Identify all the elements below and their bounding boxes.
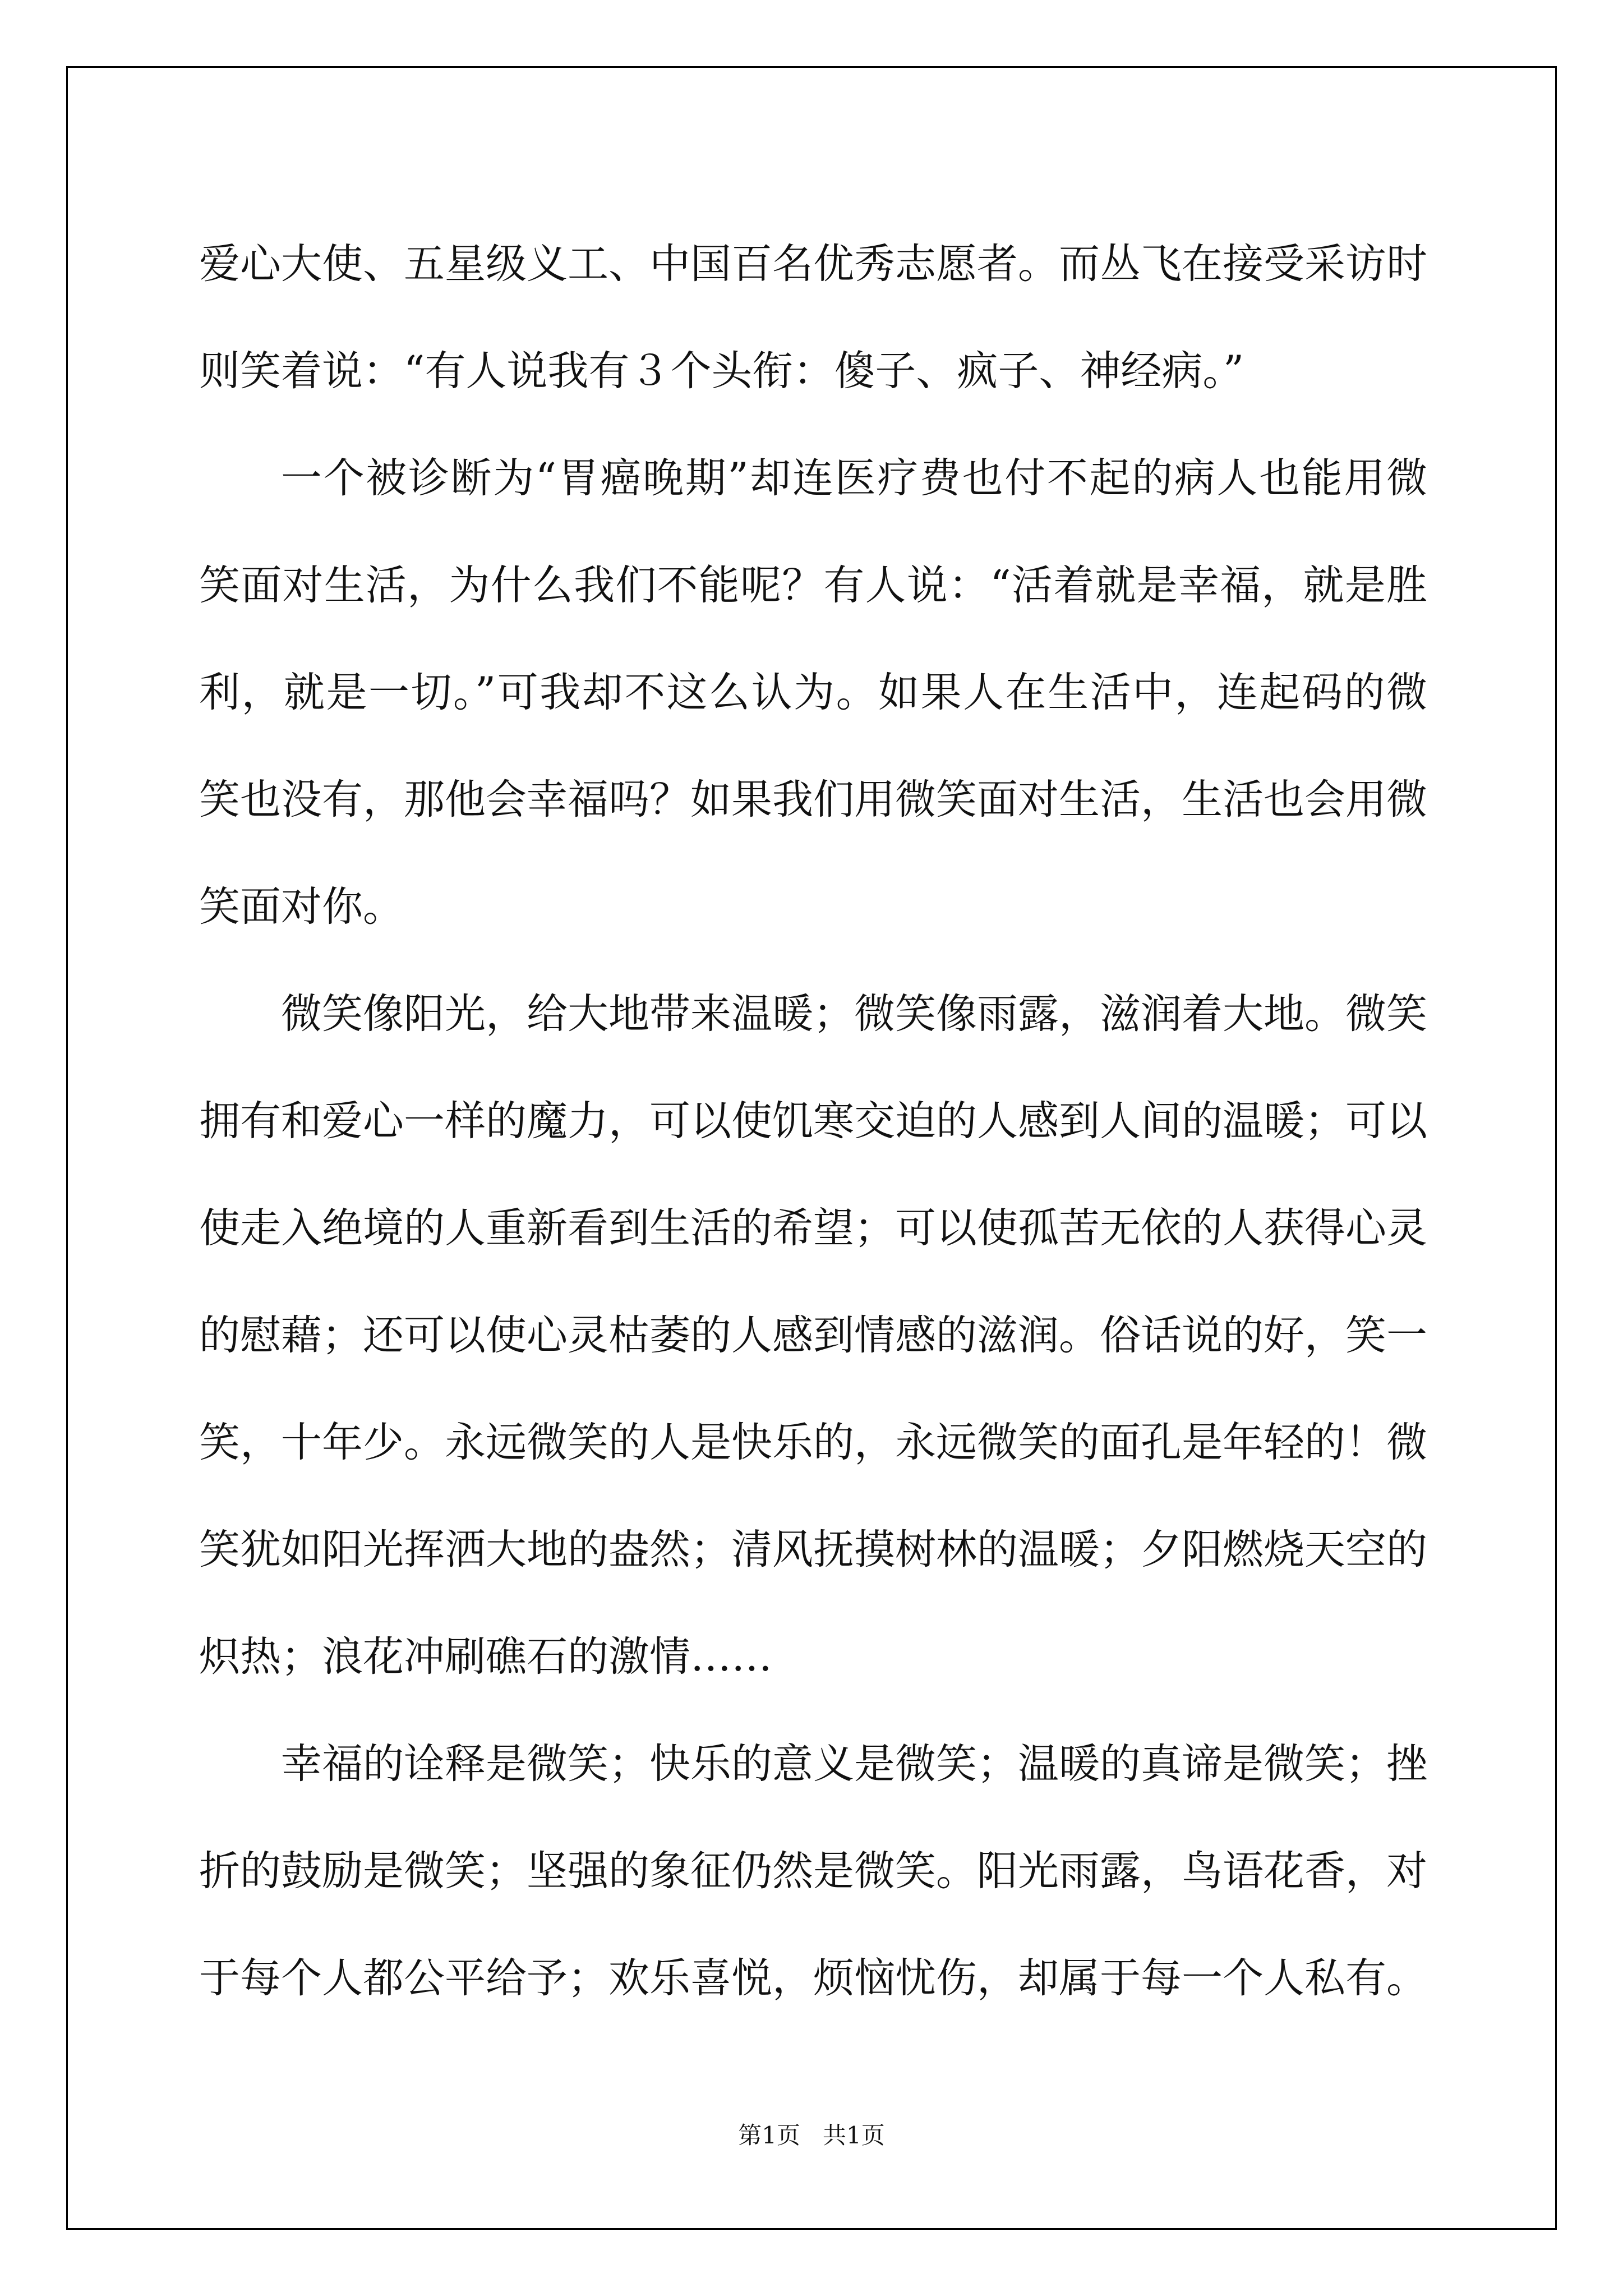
document-body: [199, 210, 1427, 2032]
page-footer: [0, 2122, 1623, 2150]
page-number: 第1页: [738, 2122, 800, 2149]
paragraph-1: 爱心大使、五星级义工、中国百名优秀志愿者。而丛飞在接受采访时则笑着说：“有人说我有３个头衔：傻子、疯子、神经病。”: [199, 240, 1427, 395]
paragraph-3: 微笑像阳光，给大地带来温暖；微笑像雨露，滋润着大地。微笑拥有和爱心一样的魔力，可以使饥寒交迫的人感到人间的温暖；可以使走入绝境的人重新看到生活的希望；可以使孤苦无依的人获得心灵的慰藉；还可以使心灵枯萎的人感到情感的滋润。俗话说的好，笑一笑，十年少。永远微笑的人是快乐的，永远微笑的面孔是年轻的！微笑犹如阳光挥洒大地的盎然；清风抚摸树林的温暖；夕阳燃烧天空的炽热；浪花冲刷礁石的激情……: [199, 990, 1427, 1681]
paragraph-2: 一个被诊断为“胃癌晚期”却连医疗费也付不起的病人也能用微笑面对生活，为什么我们不能呢？有人说：“活着就是幸福，就是胜利，就是一切。”可我却不这么认为。如果人在生活中，连起码的微笑也没有，那他会幸福吗？如果我们用微笑面对生活，生活也会用微笑面对你。: [199, 454, 1427, 931]
page-total: 共1页: [823, 2122, 885, 2149]
paragraph-4: 幸福的诠释是微笑；快乐的意义是微笑；温暖的真谛是微笑；挫折的鼓励是微笑；坚强的象征仍然是微笑。阳光雨露，鸟语花香，对于每个人都公平给予；欢乐喜悦，烦恼忧伤，却属于每一个人私有。: [199, 1740, 1427, 2002]
